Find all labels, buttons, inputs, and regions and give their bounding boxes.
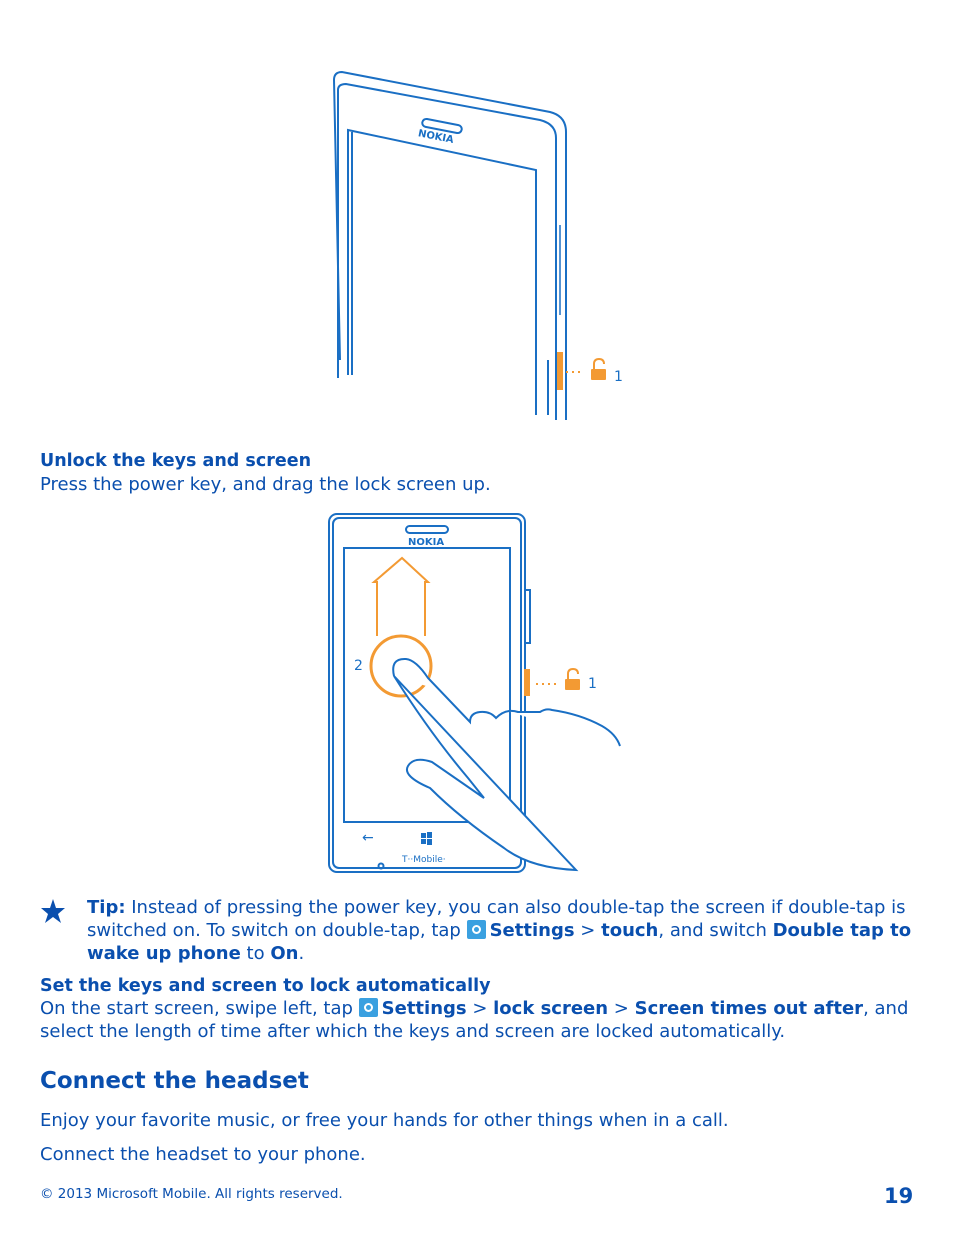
headset-title: Connect the headset <box>40 1068 309 1094</box>
touch-link: touch <box>601 920 659 941</box>
phone-side-illustration <box>320 60 640 430</box>
settings-link: Settings <box>489 920 575 941</box>
settings-icon <box>467 920 486 939</box>
autolock-paragraph: On the start screen, swipe left, tap Settings > lock screen > Screen times out after, and select the length of time after which the keys and screen are locked automatically. <box>40 998 909 1042</box>
on-value: On <box>270 943 299 964</box>
callout-2: 2 <box>354 658 363 674</box>
callout-1-front: 1 <box>588 676 597 692</box>
unlock-body: Press the power key, and drag the lock screen up. <box>40 474 491 495</box>
unlock-icon <box>591 359 606 380</box>
timeout-link: Screen times out after <box>634 998 864 1019</box>
swipe-up-arrow <box>374 558 428 636</box>
headset-p2: Connect the headset to your phone. <box>40 1144 366 1165</box>
page-number: 19 <box>884 1184 914 1208</box>
tip-label: Tip: <box>87 897 126 918</box>
phone-front-illustration <box>320 508 640 878</box>
unlock-title: Unlock the keys and screen <box>40 451 312 471</box>
power-key-front <box>524 669 530 696</box>
copyright: © 2013 Microsoft Mobile. All rights reserved. <box>40 1186 343 1202</box>
carrier-logo: T··Mobile· <box>402 855 446 865</box>
lock-screen-link: lock screen <box>493 998 609 1019</box>
back-icon: ← <box>362 830 374 846</box>
power-key <box>557 352 563 390</box>
autolock-title: Set the keys and screen to lock automatically <box>40 976 491 996</box>
nokia-logo-front: NOKIA <box>408 537 445 548</box>
headset-p1: Enjoy your favorite music, or free your hands for other things when in a call. <box>40 1110 729 1131</box>
star-icon <box>40 898 66 924</box>
double-tap-option: Double tap to wake up phone <box>87 920 912 964</box>
unlock-icon <box>565 669 580 690</box>
callout-1: 1 <box>614 369 623 385</box>
nokia-logo: NOKIA <box>417 128 455 146</box>
settings-link: Settings <box>381 998 467 1019</box>
settings-icon <box>359 998 378 1017</box>
windows-icon <box>421 832 432 845</box>
hand-illustration <box>393 659 620 870</box>
tip-paragraph: Tip: Instead of pressing the power key, you can also double-tap the screen if double-tap is switched on. To switch on double-tap, tap Settings > touch, and switch Double tap to wake up phone to On. <box>87 897 912 964</box>
